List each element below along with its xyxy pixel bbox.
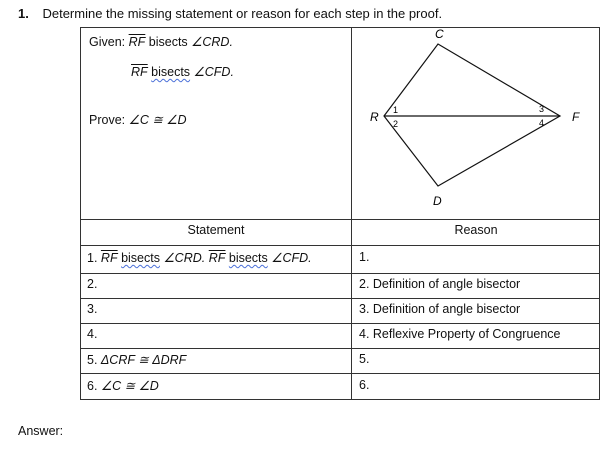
given-label: Given: bbox=[89, 35, 126, 49]
question-header bbox=[18, 6, 442, 21]
statement-5 bbox=[87, 352, 186, 367]
angle-1-label: 1 bbox=[393, 105, 399, 115]
statement-1 bbox=[87, 250, 312, 265]
segment-rf: $\overline{RF}$ bbox=[100, 251, 118, 265]
vertex-f-label: F bbox=[572, 110, 580, 124]
given-line-1 bbox=[89, 34, 233, 49]
reason-6: 6. bbox=[359, 378, 370, 392]
segment-rf: $\overline{RF}$ bbox=[128, 35, 146, 49]
vertex-c-label: C bbox=[435, 28, 444, 41]
angle-2-label: 2 bbox=[393, 119, 399, 129]
given-line-2 bbox=[131, 64, 234, 79]
reason-3: 3. Definition of angle bisector bbox=[359, 302, 521, 316]
angle-cfd: ∠CFD. bbox=[271, 251, 312, 265]
bisects-word: bisects bbox=[228, 251, 268, 265]
statement-number: 1. bbox=[87, 251, 98, 265]
reason-5: 5. bbox=[359, 352, 370, 366]
row-divider bbox=[81, 323, 599, 324]
reason-1: 1. bbox=[359, 250, 370, 264]
row-divider bbox=[81, 273, 599, 274]
bisects-word: bisects bbox=[151, 65, 191, 79]
kite-outline bbox=[384, 44, 560, 186]
figure-divider bbox=[81, 219, 599, 220]
question-number: 1. bbox=[18, 6, 29, 21]
statement-number: 5. bbox=[87, 353, 98, 367]
prove-statement: ∠C ≅ ∠D bbox=[128, 113, 187, 127]
prove-line bbox=[89, 112, 187, 127]
statement-2: 2. bbox=[87, 277, 98, 291]
segment-rf: $\overline{RF}$ bbox=[131, 65, 148, 79]
vertex-d-label: D bbox=[433, 194, 442, 208]
statement-header: Statement bbox=[187, 223, 245, 237]
reason-4: 4. Reflexive Property of Congruence bbox=[359, 327, 561, 341]
row-divider bbox=[81, 348, 599, 349]
segment-rf: $\overline{RF}$ bbox=[208, 251, 226, 265]
kite-figure bbox=[352, 28, 599, 218]
row-divider bbox=[81, 373, 599, 374]
prove-label: Prove: bbox=[89, 113, 126, 127]
statement-6 bbox=[87, 378, 159, 393]
angle-3-label: 3 bbox=[539, 104, 545, 114]
statement-3: 3. bbox=[87, 302, 98, 316]
answer-label: Answer: bbox=[18, 424, 64, 438]
angle-cfd: ∠CFD. bbox=[193, 65, 234, 79]
header-divider bbox=[81, 245, 599, 246]
angle-4-label: 4 bbox=[539, 118, 545, 128]
statement-text: ΔCRF ≅ ΔDRF bbox=[100, 353, 187, 367]
statement-4: 4. bbox=[87, 327, 98, 341]
row-divider bbox=[81, 298, 599, 299]
angle-crd: ∠CRD. bbox=[191, 35, 233, 49]
bisects-word: bisects bbox=[148, 35, 188, 49]
statement-text: ∠C ≅ ∠D bbox=[100, 379, 159, 393]
statement-number: 6. bbox=[87, 379, 98, 393]
bisects-word: bisects bbox=[121, 251, 160, 265]
question-text: Determine the missing statement or reason for each step in the proof. bbox=[42, 6, 443, 21]
reason-2: 2. Definition of angle bisector bbox=[359, 277, 521, 291]
reason-header: Reason bbox=[454, 223, 498, 237]
angle-crd: ∠CRD. bbox=[163, 251, 206, 265]
vertex-r-label: R bbox=[370, 110, 379, 124]
proof-table bbox=[80, 27, 600, 400]
